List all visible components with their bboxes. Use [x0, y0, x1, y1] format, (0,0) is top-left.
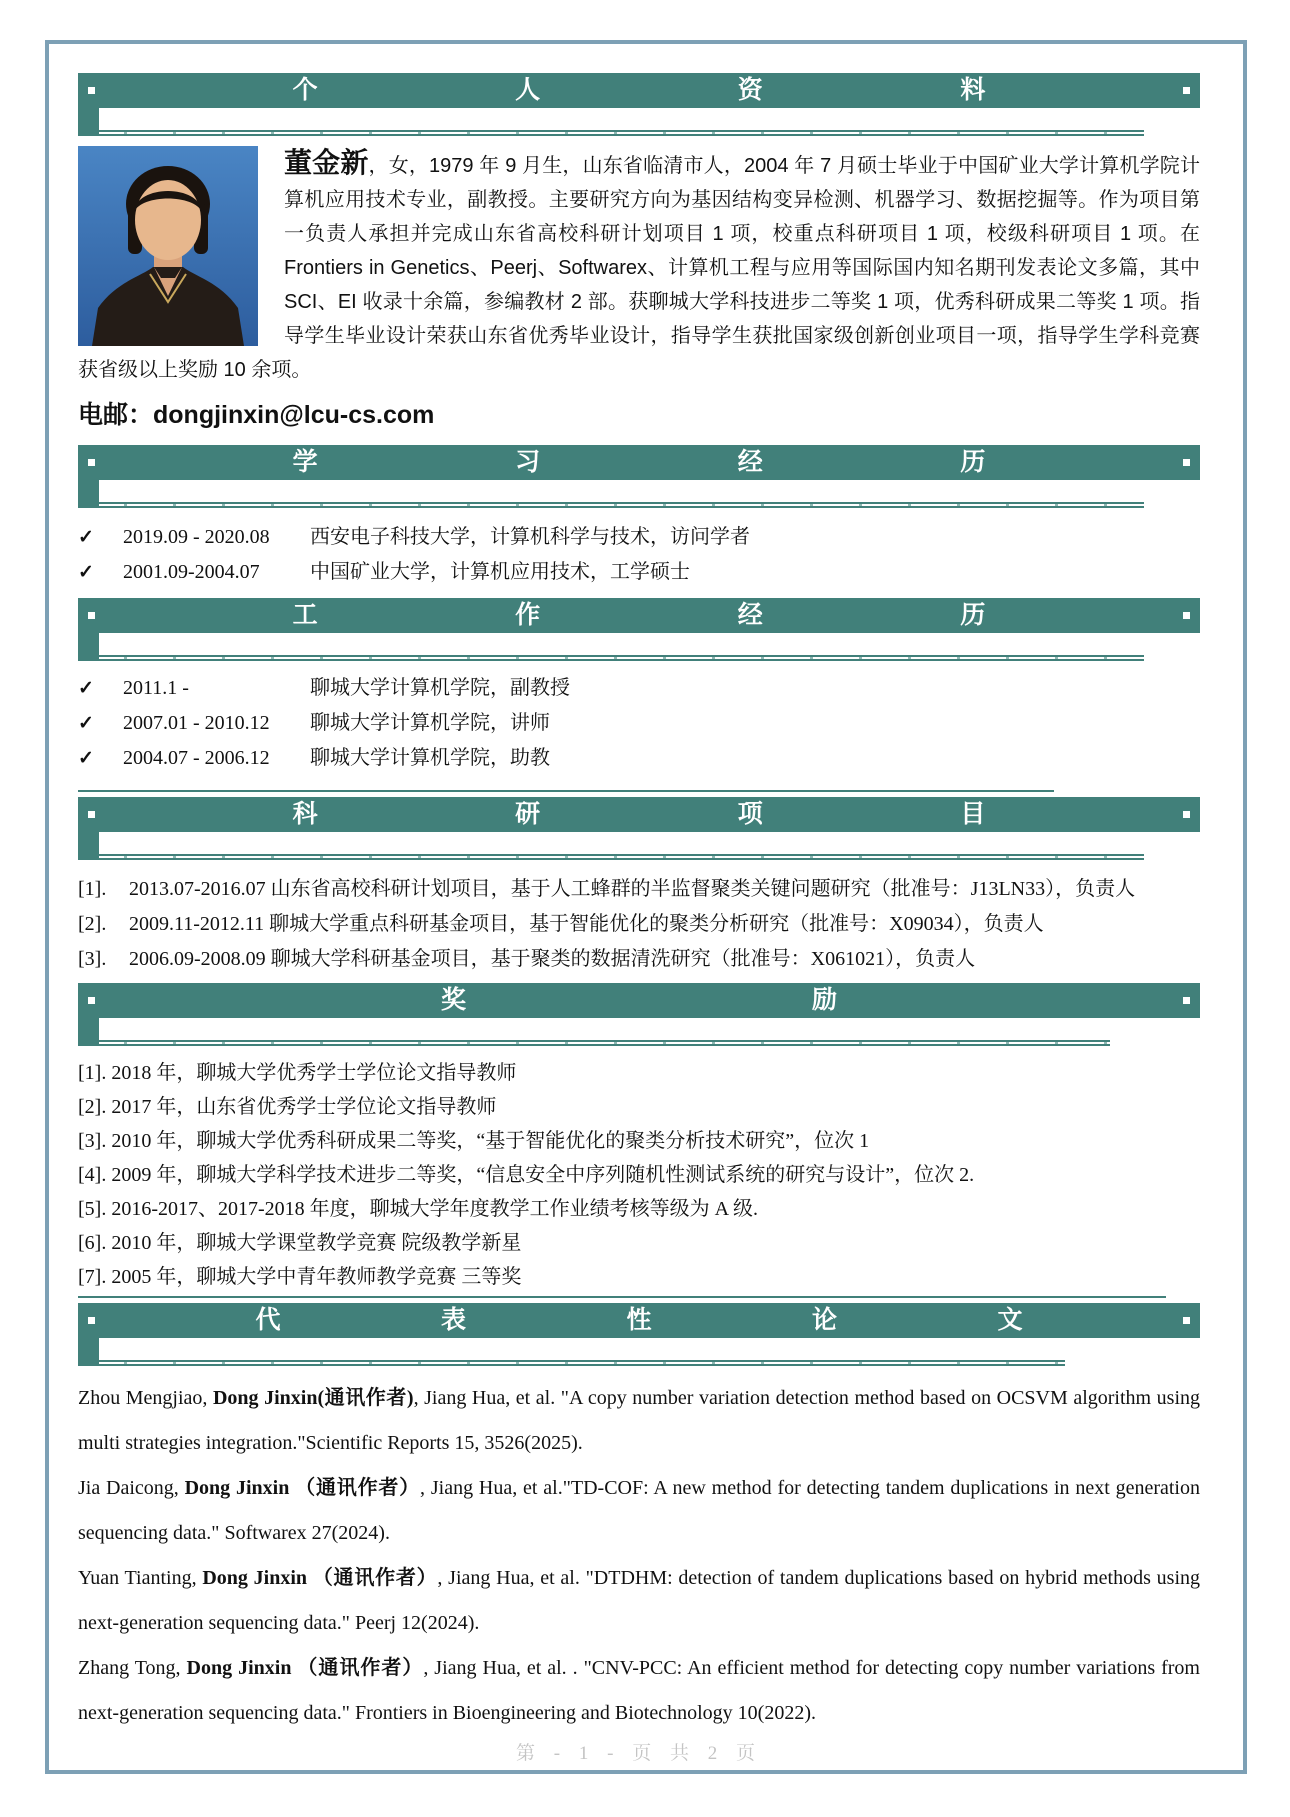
education-date: 2001.09-2004.07: [123, 561, 260, 583]
check-icon: ✓: [78, 678, 94, 699]
section-title-char: 性: [626, 1306, 652, 1334]
work-date: 2004.07 - 2006.12: [123, 747, 270, 769]
work-desc: 聊城大学计算机学院，副教授: [310, 677, 570, 699]
award-text: 2018 年，聊城大学优秀学士学位论文指导教师: [111, 1062, 517, 1084]
publication-text: , Jiang Hua, et al. . "CNV-PCC: An efficient method for detecting copy number variations from next-generation sequencing data." Frontiers in Bioengineering and Biotechnology 10(2022).: [78, 1657, 1200, 1724]
check-icon: ✓: [78, 562, 94, 583]
underline-rule: [78, 130, 1144, 136]
profile-photo: [78, 146, 258, 346]
bio-text: ，女，1979 年 9 月生，山东省临清市人，2004 年 7 月硕士毕业于中国矿业大学计算机学院计算机应用技术专业，副教授。主要研究方向为基因结构变异检测、机器学习、数据挖掘等。作为项目第一负责人承担并完成山东省高校科研计划项目 1 项，校重点科研项目 1 项，校级科研项目 1 项。在 Frontiers in Genetics、Peerj、Softwarex、计算机工程与应用等国际国内知名期刊发表论文多篇，其中 SCI、EI 收录十余篇，参编教材 2 部。获聊城大学科技进步二等奖 1 项，优秀科研成果二等奖 1 项。指导学生毕业设计荣获山东省优秀毕业设计，指导学生获批国家级创新创业项目一项，指导学生学科竞赛获省级以上奖励 10 余项。: [78, 155, 1200, 381]
section-topline: [78, 790, 1054, 792]
award-text: 2017 年，山东省优秀学士学位论文指导教师: [111, 1096, 497, 1118]
page-number: 第 - 1 - 页 共 2 页: [516, 1743, 762, 1764]
work-item: [78, 671, 1200, 706]
section-header-work: [78, 598, 1200, 633]
section-title-char: 习: [515, 448, 541, 476]
item-number: [7].: [78, 1266, 107, 1288]
work-desc: 聊城大学计算机学院，助教: [310, 747, 550, 769]
header-dot-icon: [88, 811, 95, 818]
section-title-char: 历: [960, 601, 986, 629]
award-item: [78, 1124, 1200, 1158]
award-item: [78, 1158, 1200, 1192]
check-icon: ✓: [78, 527, 94, 548]
section-title-char: 表: [440, 1306, 466, 1334]
section-title-char: 目: [960, 800, 986, 828]
section-title-char: 历: [960, 448, 986, 476]
person-name: 董金新: [284, 147, 369, 178]
page-content: [78, 73, 1200, 1765]
item-number: [4].: [78, 1164, 107, 1186]
header-dot-icon: [1183, 811, 1190, 818]
education-date: 2019.09 - 2020.08: [123, 526, 270, 548]
section-title-char: 个: [292, 76, 318, 104]
header-dot-icon: [1183, 459, 1190, 466]
section-title-char: 资: [737, 76, 763, 104]
underline-rule: [78, 1360, 1065, 1366]
section-title-char: 论: [811, 1306, 837, 1334]
item-number: [1].: [78, 1062, 107, 1084]
section-title-char: 工: [292, 601, 318, 629]
section-underline: [78, 108, 1200, 138]
project-item: [78, 942, 1200, 977]
item-number: [6].: [78, 1232, 107, 1254]
education-item: [78, 520, 1200, 555]
section-title-char: 奖: [440, 986, 466, 1014]
header-dot-icon: [88, 1317, 95, 1324]
header-dot-icon: [88, 459, 95, 466]
project-text: 2009.11-2012.11 聊城大学重点科研基金项目，基于智能优化的聚类分析研究（批准号：X09034），负责人: [129, 913, 1044, 935]
section-topline: [78, 1296, 1166, 1298]
section-header-personal: [78, 73, 1200, 108]
project-text: 2006.09-2008.09 聊城大学科研基金项目，基于聚类的数据清洗研究（批准号：X061021），负责人: [129, 948, 976, 970]
section-underline: [78, 832, 1200, 862]
publication-item: [78, 1646, 1200, 1736]
award-item: [78, 1192, 1200, 1226]
work-date: 2011.1 -: [123, 677, 189, 699]
work-date: 2007.01 - 2010.12: [123, 712, 270, 734]
item-number: [5].: [78, 1198, 107, 1220]
education-desc: 西安电子科技大学，计算机科学与技术，访问学者: [310, 526, 750, 548]
header-dot-icon: [1183, 1317, 1190, 1324]
header-dot-icon: [88, 87, 95, 94]
publication-item: [78, 1466, 1200, 1556]
section-header-projects: [78, 797, 1200, 832]
header-dot-icon: [1183, 612, 1190, 619]
award-text: 2010 年，聊城大学优秀科研成果二等奖，“基于智能优化的聚类分析技术研究”，位次 1: [111, 1130, 870, 1152]
project-text: 2013.07-2016.07 山东省高校科研计划项目，基于人工蜂群的半监督聚类关键问题研究（批准号：J13LN33），负责人: [129, 878, 1136, 900]
section-title-char: 研: [515, 800, 541, 828]
section-header-publications: [78, 1303, 1200, 1338]
item-number: [2].: [78, 1096, 107, 1118]
section-title-char: 人: [515, 76, 541, 104]
section-title-char: 代: [255, 1306, 281, 1334]
award-item: [78, 1226, 1200, 1260]
section-title-char: 作: [515, 601, 541, 629]
item-number: [3].: [78, 1130, 107, 1152]
project-item: [78, 907, 1200, 942]
publication-item: [78, 1376, 1200, 1466]
publication-authors: Yuan Tianting,: [78, 1567, 203, 1589]
check-icon: ✓: [78, 748, 94, 769]
publication-corresponding-author: Dong Jinxin （通讯作者）: [186, 1657, 424, 1679]
award-item: [78, 1090, 1200, 1124]
email-address: dongjinxin@lcu-cs.com: [153, 401, 435, 429]
section-underline: [78, 480, 1200, 510]
section-title-char: 项: [737, 800, 763, 828]
section-title-char: 经: [737, 601, 763, 629]
education-item: [78, 555, 1200, 590]
header-dot-icon: [1183, 87, 1190, 94]
header-dot-icon: [88, 612, 95, 619]
publication-corresponding-author: Dong Jinxin(通讯作者): [212, 1387, 414, 1409]
underline-rule: [78, 502, 1144, 508]
award-text: 2009 年，聊城大学科学技术进步二等奖，“信息安全中序列随机性测试系统的研究与设计”，位次 2.: [111, 1164, 975, 1186]
publication-authors: Zhang Tong,: [78, 1657, 187, 1679]
publication-corresponding-author: Dong Jinxin （通讯作者）: [202, 1567, 438, 1589]
section-title-char: 励: [811, 986, 837, 1014]
section-underline: [78, 1338, 1200, 1368]
publication-authors: Jia Daicong,: [78, 1477, 185, 1499]
work-item: [78, 741, 1200, 776]
underline-rule: [78, 854, 1144, 860]
award-text: 2016-2017、2017-2018 年度，聊城大学年度教学工作业绩考核等级为 A 级.: [111, 1198, 758, 1220]
header-dot-icon: [88, 997, 95, 1004]
email-line: [78, 399, 1200, 431]
section-underline: [78, 633, 1200, 663]
section-title-char: 学: [292, 448, 318, 476]
award-text: 2005 年，聊城大学中青年教师教学竞赛 三等奖: [111, 1266, 522, 1288]
publication-item: [78, 1556, 1200, 1646]
underline-rule: [78, 1040, 1110, 1046]
underline-rule: [78, 655, 1144, 661]
publication-corresponding-author: Dong Jinxin （通讯作者）: [184, 1477, 421, 1499]
publication-text: , Jiang Hua, et al. "A copy number variation detection method based on OCSVM algorithm using multi strategies integration."Scientific Reports 15, 3526(2025).: [78, 1387, 1200, 1454]
section-title-char: 料: [960, 76, 986, 104]
header-dot-icon: [1183, 997, 1190, 1004]
work-item: [78, 706, 1200, 741]
item-number: [1].: [78, 878, 107, 900]
award-item: [78, 1056, 1200, 1090]
section-title-char: 文: [997, 1306, 1023, 1334]
email-label: 电邮：: [78, 401, 154, 429]
section-title-char: 经: [737, 448, 763, 476]
section-underline: [78, 1018, 1200, 1048]
section-header-education: [78, 445, 1200, 480]
portrait-image: [78, 146, 258, 346]
work-desc: 聊城大学计算机学院，讲师: [310, 712, 550, 734]
section-header-awards: [78, 983, 1200, 1018]
award-item: [78, 1260, 1200, 1294]
item-number: [3].: [78, 948, 107, 970]
section-title-char: 科: [292, 800, 318, 828]
education-desc: 中国矿业大学，计算机应用技术，工学硕士: [310, 561, 690, 583]
publication-text: , Jiang Hua, et al."TD-COF: A new method for detecting tandem duplications in next generation sequencing data." Softwarex 27(2024).: [78, 1477, 1200, 1544]
publication-authors: Zhou Mengjiao,: [78, 1387, 213, 1409]
award-text: 2010 年，聊城大学课堂教学竞赛 院级教学新星: [111, 1232, 522, 1254]
project-item: [78, 872, 1200, 907]
check-icon: ✓: [78, 713, 94, 734]
profile-block: [78, 146, 1200, 387]
publication-text: , Jiang Hua, et al. "DTDHM: detection of tandem duplications based on hybrid methods using next-generation sequencing data." Peerj 12(2024).: [78, 1567, 1200, 1634]
item-number: [2].: [78, 913, 107, 935]
